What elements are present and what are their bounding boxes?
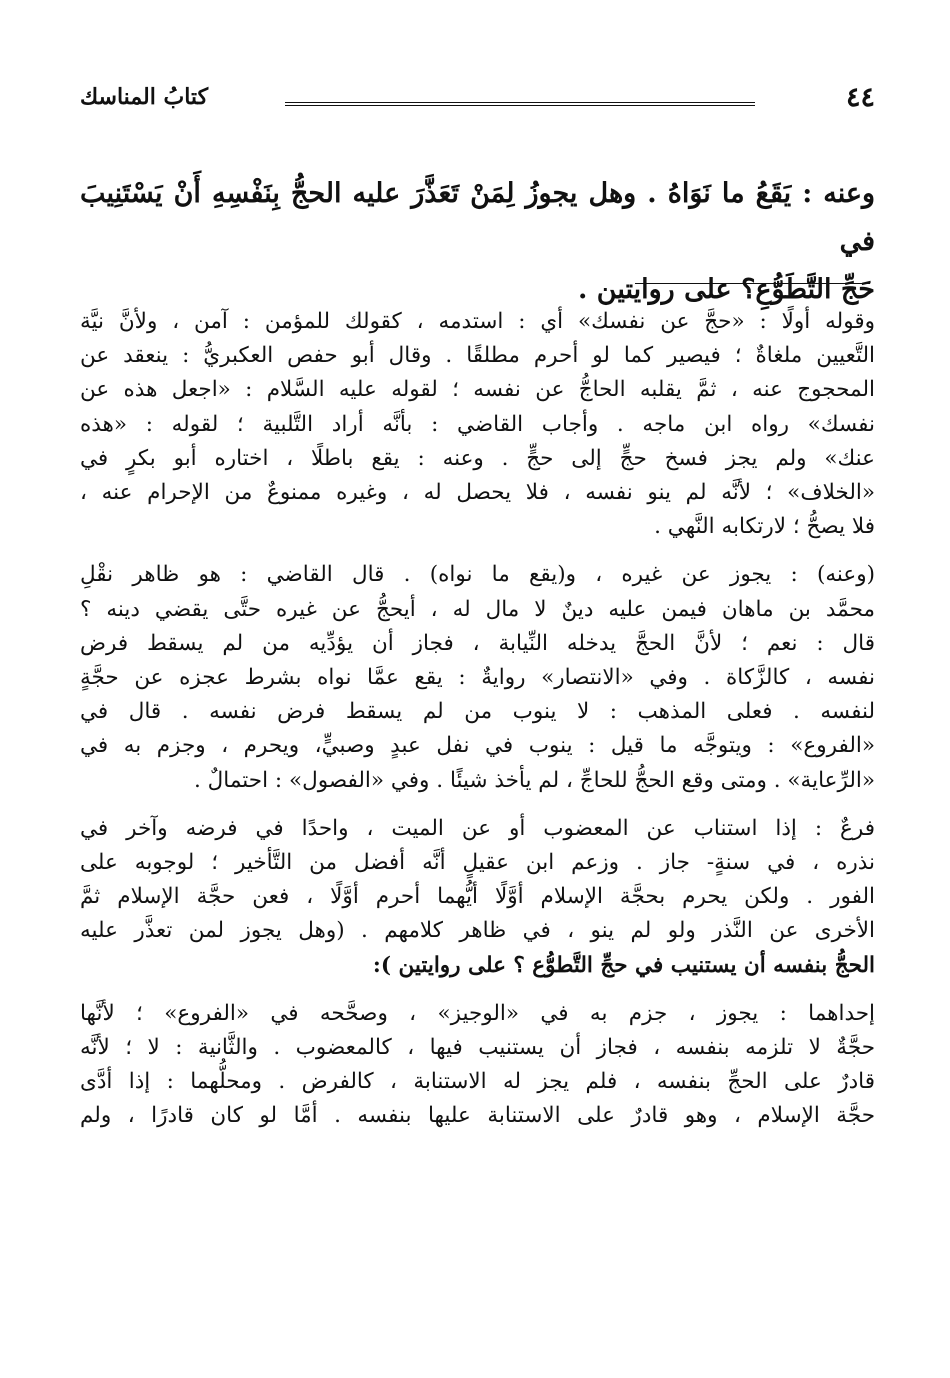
text-line: وقوله أولًا : «حجَّ عن نفسك» أي : استدمه ، كقولك للمؤمن : آمن ، ولأنَّ نيَّة: [80, 309, 875, 334]
text-line: نذره ، في سنةٍ- جاز . وزعم ابن عقيلٍ أنَّه أفضل من التَّأخير ؛ لوجوبه على: [80, 850, 875, 876]
page-number: ٤٤: [845, 82, 875, 113]
main-text: [80, 170, 875, 314]
text-line: لنفسه . فعلى المذهب : لا ينوب من لم يسقط فرض نفسه . قال في: [80, 699, 875, 725]
text-line: محمَّد بن ماهان فيمن عليه دينٌ لا مال له ، أيحجُّ عن غيره حتَّى يقضي دينه ؟: [80, 596, 875, 622]
commentary: [80, 305, 875, 1148]
text-line: المحجوج عنه ، ثمَّ يقلبه الحاجُّ عن نفسه ؛ لقوله عليه السَّلام : «اجعل هذه عن: [80, 377, 875, 403]
commentary-paragraph: [80, 558, 875, 797]
commentary-paragraph: [80, 812, 875, 983]
text-line: عنك» ولم يجز فسخ حجٍّ إلى حجٍّ . وعنه : يقع باطلًا ، اختاره أبو بكرٍ في: [80, 445, 875, 471]
text-line: نفسك» رواه ابن ماجه . وأجاب القاضي : بأنَّه أراد التَّلبية ؛ لقوله : «هذه: [80, 411, 875, 437]
separator-rule: [635, 283, 870, 284]
main-text-line: وعنه : يَقَعُ ما نَوَاهُ . وهل يجوزُ لِمَنْ تَعَذَّرَ عليه الحجُّ بِنَفْسِهِ أَنْ يَسْتَنِيبَ في: [80, 178, 875, 257]
commentary-paragraph: [80, 997, 875, 1134]
main-text-line: حَجِّ التَّطَوُّعِ؟ على روايتين .: [577, 274, 875, 305]
text-line: (وعنه) : يجوز عن غيره ، و(يقع ما نواه) . قال القاضي : هو ظاهر نقْلِ: [80, 562, 875, 588]
text-line: «الرِّعاية» . ومتى وقع الحجُّ للحاجِّ ، لم يأخذ شيئًا . وفي «الفصول» : احتمالٌ .: [194, 767, 875, 793]
text-line: «الخلاف» ؛ لأنَّه لم ينو نفسه ، فلا يحصل له ، وغيره ممنوعٌ من الإحرام عنه ،: [80, 480, 875, 506]
text-line: حجَّة الإسلام ، وهو قادرٌ على الاستنابة عليها بنفسه . أمَّا لو كان قادرًا ، ولم: [80, 1103, 875, 1129]
text-line: حجَّةٌ لا تلزمه بنفسه ، فجاز أن يستنيب فيها ، كالمعضوب . والثَّانية : لا ؛ لأنَّه: [80, 1035, 875, 1061]
text-line: قال : نعم ؛ لأنَّ الحجَّ يدخله النِّيابة ، فجاز أن يؤدِّيه من لم يسقط فرض: [80, 630, 876, 656]
text-line: «الفروع» : ويتوجَّه ما قيل : ينوب في نفل عبدٍ وصبيٍّ، ويحرم ، وجزم به في: [80, 733, 875, 759]
text-line: قادرٌ على الحجِّ بنفسه ، فلم يجز له الاستنابة ، كالفرض . ومحلُّهما : إذا أدَّى: [80, 1069, 875, 1095]
text-line: فلا يصحُّ ؛ لارتكابه النَّهي .: [654, 514, 875, 540]
text-line: الأخرى عن النَّذر ولو لم ينو ، في ظاهر كلامهم . (وهل يجوز لمن تعذَّر عليه: [80, 918, 875, 944]
text-line: الفور . ولكن يحرم بحجَّة الإسلام أوَّلًا أيُّهما أحرم أوَّلًا ، فعن حجَّة الإسلام ثمَّ: [80, 884, 875, 910]
text-line: إحداهما : يجوز ، جزم به في «الوجيز» ، وصحَّحه في «الفروع» ؛ لأنَّها: [80, 1000, 875, 1026]
page-header: [80, 82, 875, 122]
book-title: كتابُ المناسك: [80, 84, 209, 110]
text-line: التَّعيين ملغاةٌ ؛ فيصير كما لو أحرم مطلقًا . وقال أبو حفص العكبريُّ : ينعقد عن: [80, 343, 875, 369]
header-rule: [285, 102, 755, 106]
text-line: فرعٌ : إذا استناب عن المعضوب أو عن الميت ، واحدًا في فرضه وآخر في: [80, 815, 875, 841]
text-line: نفسه ، كالزَّكاة . وفي «الانتصار» روايةٌ : يقع عمَّا نواه بشرط عجزه عن حجَّةٍ: [80, 665, 875, 691]
text-line: الحجُّ بنفسه أن يستنيب في حجِّ التَّطوُّع ؟ على روايتين ):: [372, 952, 875, 978]
commentary-paragraph: [80, 305, 875, 544]
